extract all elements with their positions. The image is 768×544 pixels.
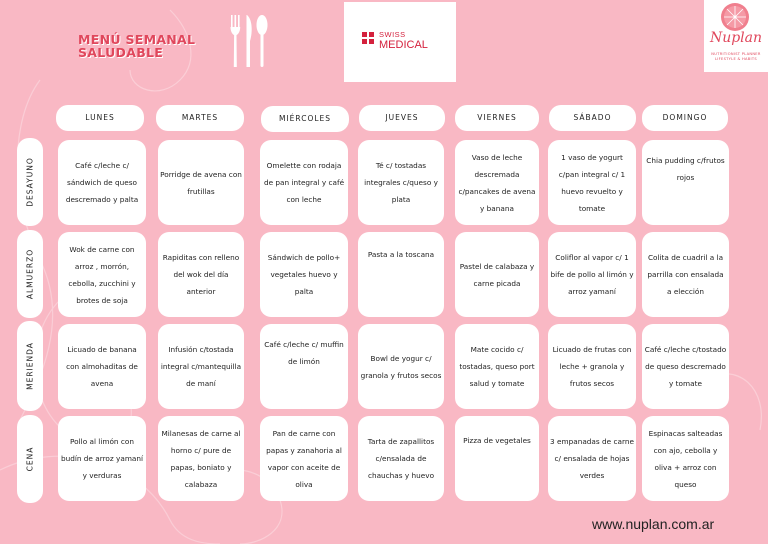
meal-label-text: DESAYUNO [25,157,35,207]
brand-tagline-2: LIFESTYLE & HABITS [715,57,757,61]
page-title [78,33,195,59]
menu-cell: Sándwich de pollo+ vegetales huevo y palta [260,232,348,317]
menu-cell: Pollo al limón con budín de arroz yamaní y verduras [58,416,146,501]
menu-cell: Chia pudding c/frutos rojos [642,140,729,225]
day-header-wednesday: MIÉRCOLES [261,106,349,132]
day-header-friday: VIERNES [455,105,539,131]
menu-cell: Pan de carne con papas y zanahoria al vapor con aceite de oliva [260,416,348,501]
meal-label-lunch [17,230,43,318]
title-line-2: SALUDABLE [78,45,164,60]
meal-label-snack [17,321,43,411]
menu-cell: Café c/leche c/ sándwich de queso descremado y palta [58,140,146,225]
menu-cell: Café c/leche c/ muffin de limón [260,324,348,409]
cross-squares-icon [362,32,374,44]
menu-cell: Coliflor al vapor c/ 1 bife de pollo al limón y arroz yamaní [548,232,636,317]
menu-cell: Mate cocido c/ tostadas, queso port salud y tomate [455,324,539,409]
menu-cell: Espinacas salteadas con ajo, cebolla y oliva + arroz con queso [642,416,729,501]
meal-label-breakfast [17,138,43,226]
meal-label-text: CENA [25,446,35,472]
menu-cell: Pastel de calabaza y carne picada [455,232,539,317]
sponsor-name-line-2: MEDICAL [379,39,428,51]
menu-cell: 3 empanadas de carne c/ ensalada de hojas verdes [548,416,636,501]
day-header-tuesday: MARTES [156,105,244,131]
meal-label-text: MERIENDA [25,342,35,390]
menu-cell: Vaso de leche descremada c/pancakes de avena y banana [455,140,539,225]
fork-knife-icon [228,13,270,69]
menu-cell: Porridge de avena con frutillas [158,140,244,225]
menu-cell: Café c/leche c/tostado de queso descremado y tomate [642,324,729,409]
brand-tagline-1: NUTRITIONIST PLANNER [711,52,761,56]
day-header-saturday: SÁBADO [549,105,636,131]
menu-cell: 1 vaso de yogurt c/pan integral c/ 1 huevo revuelto y tomate [548,140,636,225]
menu-cell: Pasta a la toscana [358,232,444,317]
menu-cell: Tarta de zapallitos c/ensalada de chauchas y huevo [358,416,444,501]
meal-label-dinner [17,415,43,503]
menu-cell: Té c/ tostadas integrales c/queso y plata [358,140,444,225]
brand-logo [704,0,768,72]
menu-cell: Wok de carne con arroz , morrón, cebolla, zucchini y brotes de soja [58,232,146,317]
sponsor-logo [344,2,456,82]
brand-name: Nuplan [709,30,763,46]
menu-cell: Licuado de frutas con leche + granola y frutos secos [548,324,636,409]
day-header-thursday: JUEVES [359,105,445,131]
menu-cell: Licuado de banana con almohaditas de avena [58,324,146,409]
day-header-monday: LUNES [56,105,144,131]
menu-cell: Infusión c/tostada integral c/mantequilla de maní [158,324,244,409]
website-link[interactable]: www.nuplan.com.ar [592,516,715,532]
menu-cell: Pizza de vegetales [455,416,539,501]
meal-label-text: ALMUERZO [25,248,35,300]
day-header-sunday: DOMINGO [642,105,728,131]
menu-cell: Milanesas de carne al horno c/ pure de papas, boniato y calabaza [158,416,244,501]
sponsor-name-line-1: SWISS [379,30,406,39]
grapefruit-icon [720,2,750,32]
menu-cell: Bowl de yogur c/ granola y frutos secos [358,324,444,409]
title-line-1: MENÚ SEMANAL [78,32,196,47]
menu-cell: Omelette con rodaja de pan integral y café con leche [260,140,348,225]
menu-cell: Rapiditas con relleno del wok del día anterior [158,232,244,317]
menu-cell: Colita de cuadril a la parrilla con ensalada a elección [642,232,729,317]
